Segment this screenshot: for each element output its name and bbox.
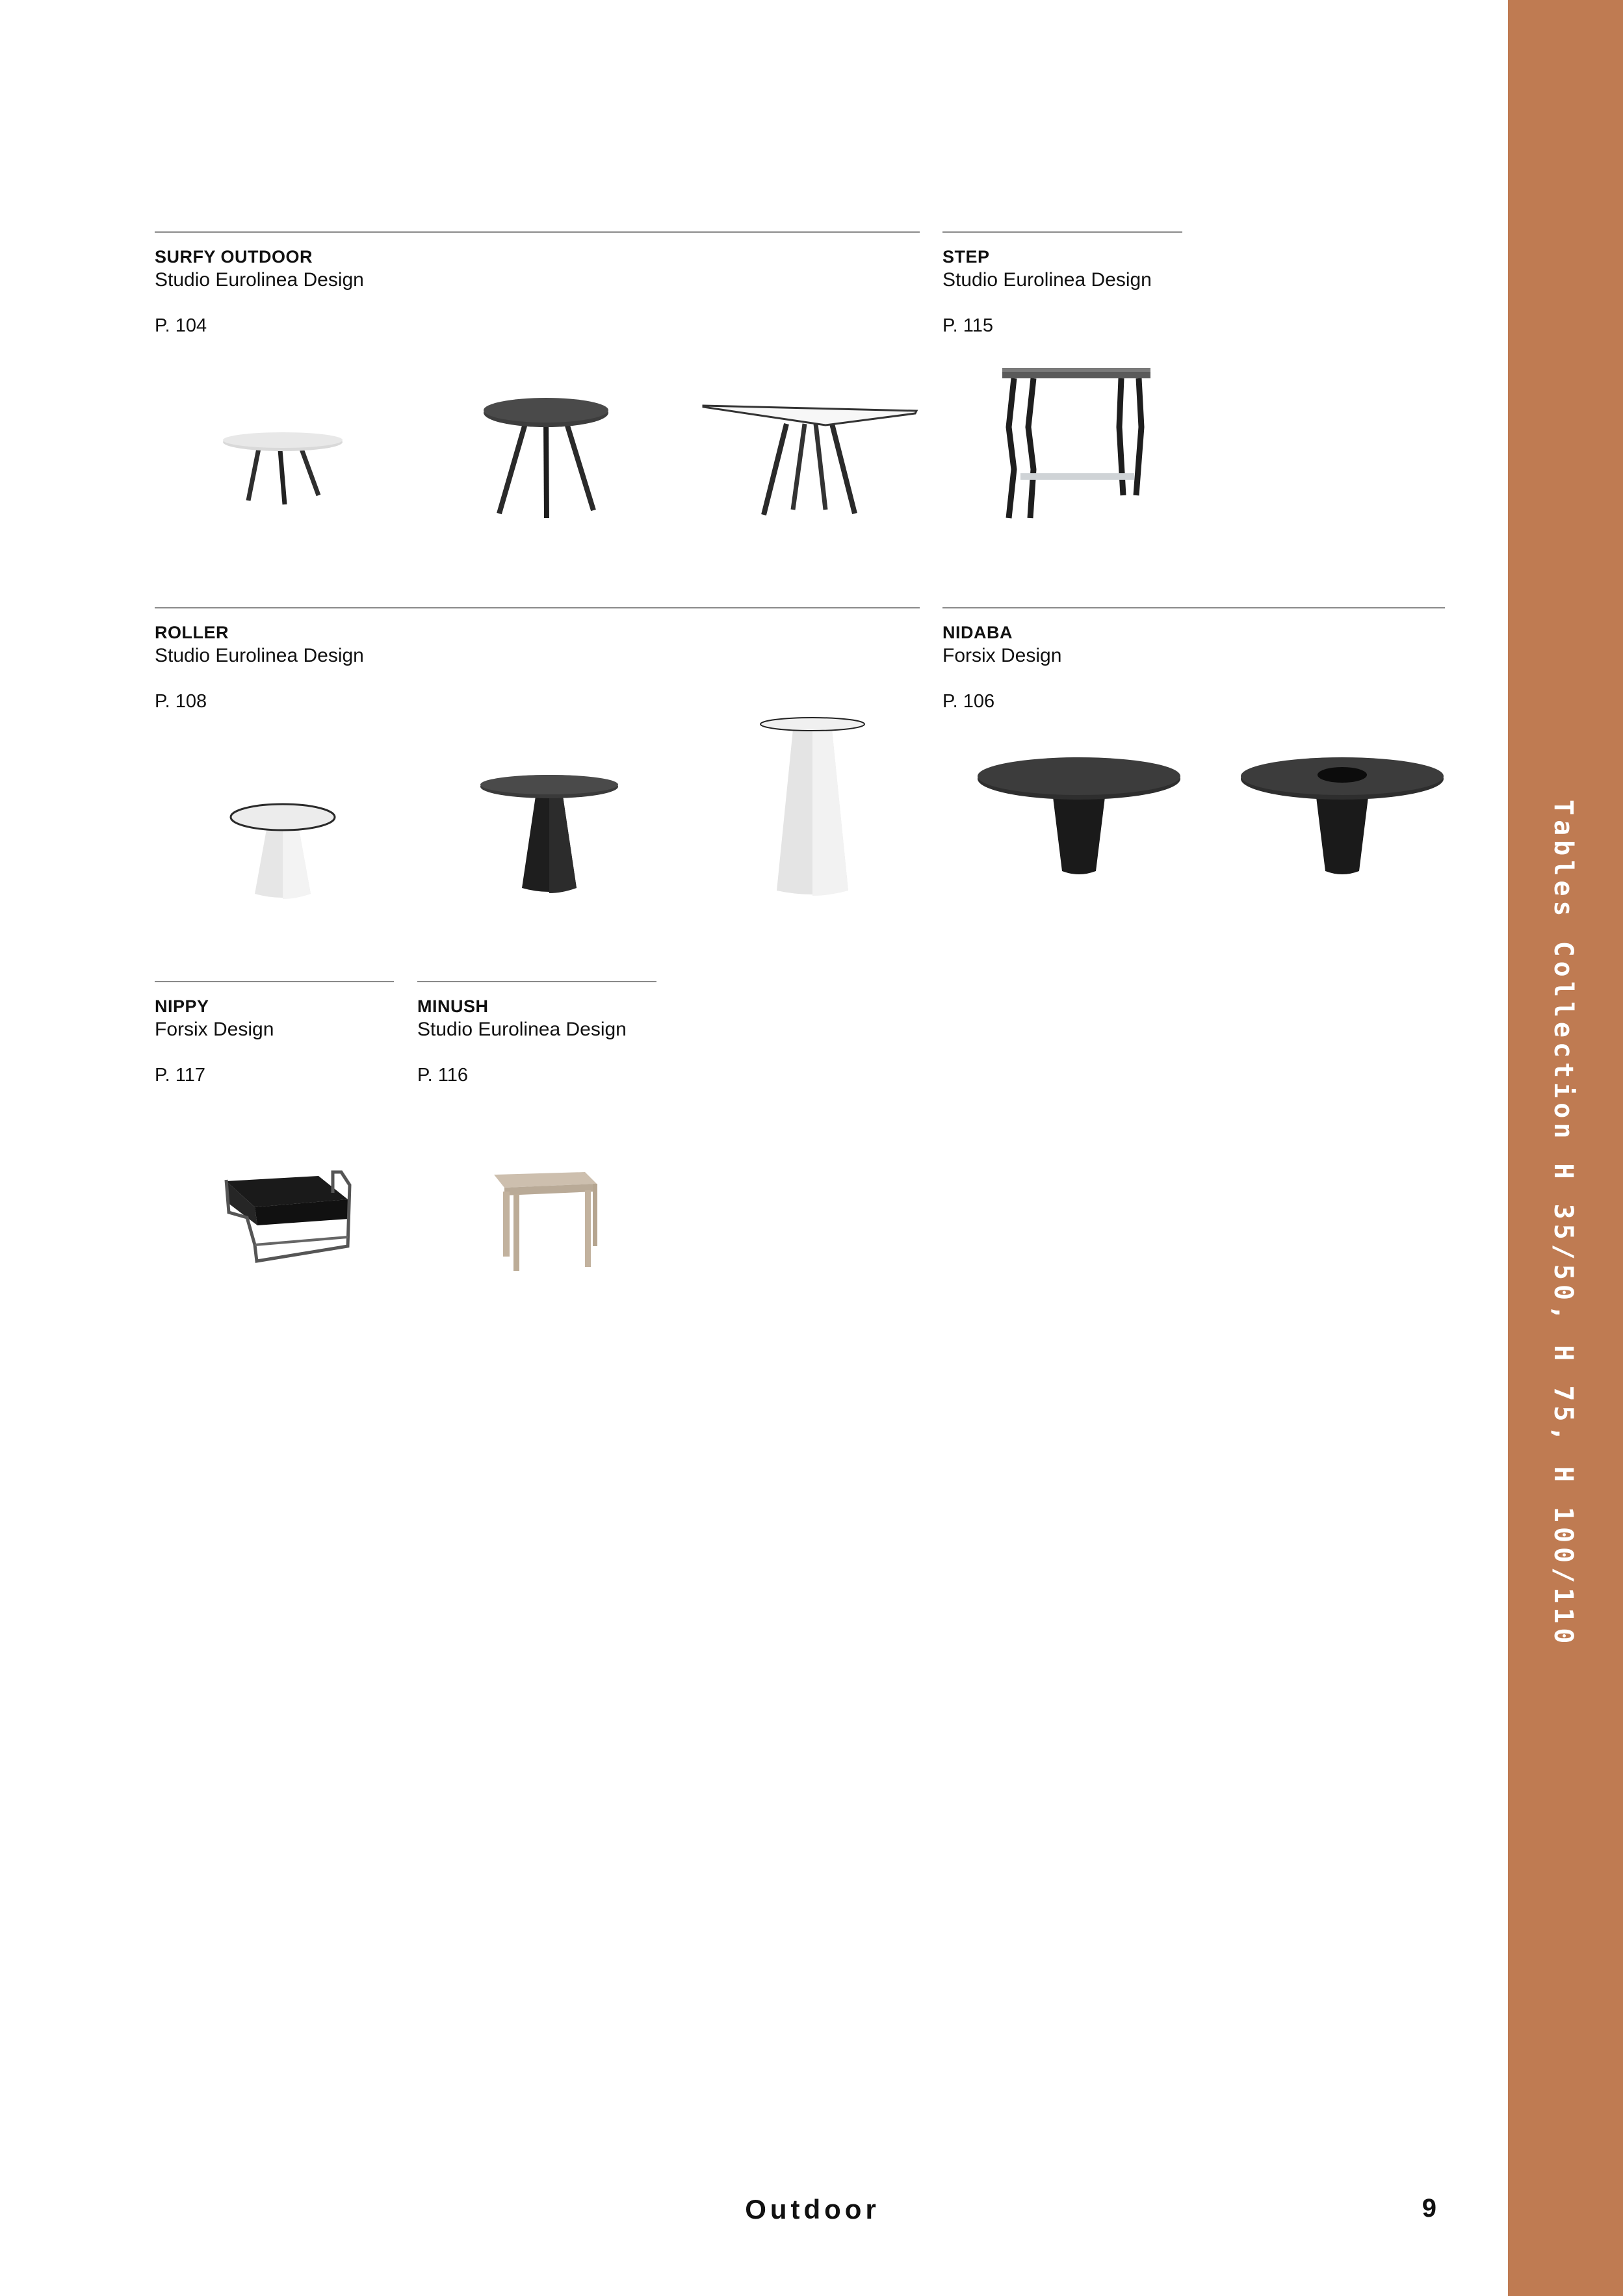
product-name: NIPPY [155,997,209,1016]
product-page-ref: P. 117 [155,1065,205,1086]
page-number: 9 [1422,2194,1436,2223]
product-designer: Studio Eurolinea Design [417,1019,627,1040]
product-designer: Studio Eurolinea Design [942,269,1152,291]
product-designer: Studio Eurolinea Design [155,269,364,291]
product-name: STEP [942,247,990,267]
nippy-low-table [221,1167,354,1268]
divider [942,607,1445,608]
product-designer: Forsix Design [942,645,1062,666]
divider [155,231,920,233]
product-page-ref: P. 104 [155,315,207,336]
divider [942,231,1182,233]
product-page-ref: P. 115 [942,315,993,336]
divider [155,607,920,608]
product-page-ref: P. 106 [942,691,995,712]
product-designer: Studio Eurolinea Design [155,645,364,666]
roller-high-white-table [757,715,868,897]
roller-black-table [478,772,621,896]
product-name: SURFY OUTDOOR [155,247,313,267]
footer-section-title: Outdoor [745,2194,880,2224]
surfy-square-table-white [702,398,920,521]
product-designer: Forsix Design [155,1019,274,1040]
step-high-bar-table [994,365,1160,521]
nidaba-round-table [975,754,1183,881]
minush-square-table [487,1160,601,1274]
product-page-ref: P. 116 [417,1065,468,1086]
product-name: MINUSH [417,997,489,1016]
roller-low-white-table [227,803,338,900]
nidaba-table-with-bowl [1238,754,1446,881]
product-page-ref: P. 108 [155,691,207,712]
product-name: NIDABA [942,623,1013,642]
sidebar-title-text: Tables Collection H 35/50, H 75, H 100/110 [1548,800,1578,1649]
product-name: ROLLER [155,623,229,642]
divider [155,981,394,982]
surfy-round-table-dark [478,393,614,520]
divider [417,981,656,982]
surfy-low-round-table [214,423,351,507]
